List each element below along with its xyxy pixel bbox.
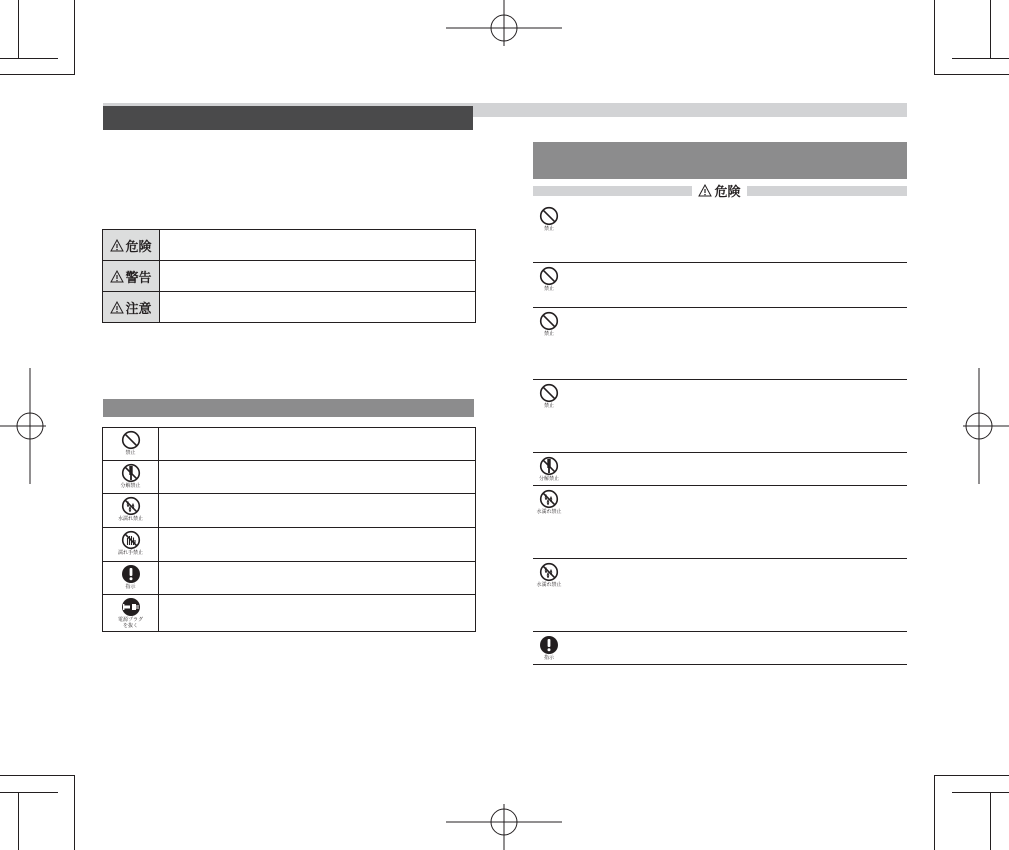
item-separator [533, 631, 907, 632]
level-label: 注意 [125, 301, 152, 317]
item-separator [533, 485, 907, 486]
item-separator [533, 379, 907, 380]
right-section-bar [533, 142, 907, 179]
level-label: 警告 [125, 270, 152, 286]
no-water-icon [539, 489, 559, 509]
level-row-caution [103, 291, 475, 322]
prohibited-icon [539, 206, 559, 226]
level-description [160, 292, 475, 322]
symbol-row [103, 561, 475, 594]
warning-level-table [102, 229, 476, 323]
symbol-caption: 水濡れ禁止 [536, 509, 562, 515]
symbol-row [103, 460, 475, 493]
prohibited-icon [539, 266, 559, 286]
symbol-table [102, 427, 476, 632]
registration-mark-bottom [446, 790, 562, 850]
symbol-caption: 水濡れ禁止 [536, 582, 562, 588]
instruction-icon [121, 564, 141, 584]
symbol-caption: 禁止 [543, 226, 554, 232]
registration-mark-top [446, 0, 562, 60]
no-water-icon [121, 496, 141, 516]
symbol-caption: 濡れ手禁止 [117, 550, 143, 556]
item-separator [533, 452, 907, 453]
no-disassembly-icon [121, 463, 141, 483]
warning-triangle-icon [110, 239, 124, 252]
no-wet-hands-icon [121, 530, 141, 550]
unplug-icon [121, 597, 141, 617]
registration-mark-left [0, 368, 60, 484]
symbol-caption: 指示 [543, 655, 554, 661]
symbol-caption: 禁止 [543, 286, 554, 292]
item-separator [533, 558, 907, 559]
prohibited-icon [539, 311, 559, 331]
warning-triangle-icon [110, 301, 124, 314]
instruction-icon [539, 635, 559, 655]
symbol-caption: 禁止 [543, 403, 554, 409]
item-separator [533, 664, 907, 665]
warning-triangle-icon [110, 270, 124, 283]
level-row-danger [103, 230, 475, 260]
level-label: 危険 [125, 239, 152, 255]
symbol-row [103, 493, 475, 527]
symbol-row [103, 527, 475, 561]
symbol-caption: 分解禁止 [538, 476, 559, 482]
symbol-row [103, 428, 475, 460]
symbol-caption: 分解禁止 [120, 483, 141, 489]
prohibited-icon [121, 430, 141, 450]
registration-mark-right [949, 368, 1009, 484]
no-water-icon [539, 562, 559, 582]
level-row-warning [103, 260, 475, 291]
symbol-caption: 指示 [125, 584, 136, 590]
symbol-caption: 電源プラグ を抜く [117, 617, 143, 629]
danger-heading-label: 危険 [714, 185, 741, 200]
symbol-row [103, 594, 475, 631]
item-separator [533, 262, 907, 263]
level-description [160, 230, 475, 260]
symbols-section-bar [103, 399, 474, 417]
warning-triangle-icon [698, 184, 712, 197]
level-description [160, 261, 475, 291]
prohibited-icon [539, 383, 559, 403]
symbol-caption: 禁止 [125, 450, 136, 456]
symbol-caption: 禁止 [543, 331, 554, 337]
symbol-caption: 水濡れ禁止 [117, 516, 143, 522]
danger-heading [692, 182, 747, 199]
no-disassembly-icon [539, 456, 559, 476]
item-separator [533, 307, 907, 308]
section-title-bar [103, 106, 473, 130]
